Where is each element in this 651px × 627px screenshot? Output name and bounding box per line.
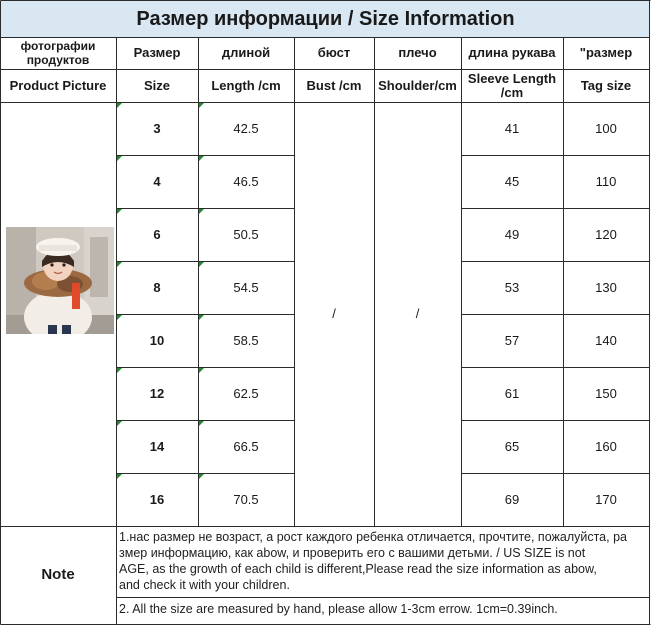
row-6-sleeve: 49 <box>504 226 520 242</box>
header-en-sleeve: Sleeve Length /cm <box>467 70 557 100</box>
cell-marker <box>199 156 204 161</box>
note-label: Note <box>41 566 75 583</box>
cell-marker <box>199 262 204 267</box>
cell-marker <box>117 209 122 214</box>
row-8-tag: 130 <box>595 279 617 295</box>
row-14-tag: 160 <box>595 438 617 454</box>
row-12-length: 62.5 <box>233 385 259 401</box>
note-1-line: AGE, as the growth of each child is different,Please read the size information as abow, <box>119 562 597 576</box>
chart-title: Размер информации / Size Information <box>1 1 650 37</box>
row-16-size: 16 <box>149 491 165 507</box>
cell-marker <box>199 103 204 108</box>
cell-marker <box>199 368 204 373</box>
row-14-size: 14 <box>149 438 165 454</box>
row-8-sleeve: 53 <box>504 279 520 295</box>
row-3-size: 3 <box>153 120 161 136</box>
row-10-sleeve: 57 <box>504 332 520 348</box>
row-10-length: 58.5 <box>233 332 259 348</box>
shoulder-merged-value: / <box>415 306 420 321</box>
header-ru-size: Размер <box>133 45 181 60</box>
cell-marker <box>199 209 204 214</box>
header-en-bust: Bust /cm <box>306 77 362 93</box>
cell-marker <box>117 103 122 108</box>
row-4-tag: 110 <box>595 173 617 189</box>
row-12-sleeve: 61 <box>504 385 520 401</box>
row-4-size: 4 <box>153 173 161 189</box>
header-ru-bust: бюст <box>317 45 351 60</box>
row-6-size: 6 <box>153 226 161 242</box>
cell-marker <box>199 421 204 426</box>
row-12-size: 12 <box>149 385 165 401</box>
header-ru-sleeve: длина рукава <box>468 45 556 60</box>
header-ru-shoulder: плечо <box>398 45 437 60</box>
cell-marker <box>117 156 122 161</box>
row-8-size: 8 <box>153 279 161 295</box>
header-ru-product-picture: фотографии продуктов <box>20 39 96 67</box>
header-en-shoulder: Shoulder/cm <box>378 77 457 93</box>
cell-marker <box>199 315 204 320</box>
cell-marker <box>199 474 204 479</box>
note-1-line: 1.нас размер не возраст, а рост каждого ребенка отличается, прочтите, пожалуйста, ра <box>119 530 627 544</box>
cell-marker <box>117 421 122 426</box>
row-12-tag: 150 <box>595 385 617 401</box>
header-en-product-picture: Product Picture <box>9 77 107 93</box>
cell-marker <box>117 315 122 320</box>
header-en-size: Size <box>143 77 170 93</box>
header-en-tag-size: Tag size <box>580 77 632 93</box>
row-4-length: 46.5 <box>233 173 259 189</box>
header-en-length: Length /cm <box>211 77 281 93</box>
row-10-tag: 140 <box>595 332 617 348</box>
row-6-tag: 120 <box>595 226 617 242</box>
cell-marker <box>117 474 122 479</box>
product-photo <box>6 227 114 334</box>
row-3-tag: 100 <box>595 120 617 136</box>
row-14-length: 66.5 <box>233 438 259 454</box>
note-2: 2. All the size are measured by hand, please allow 1-3cm errow. 1cm=0.39inch. <box>119 602 558 616</box>
cell-marker <box>117 262 122 267</box>
note-1-line: and check it with your children. <box>119 578 290 592</box>
row-16-sleeve: 69 <box>504 491 520 507</box>
row-6-length: 50.5 <box>233 226 259 242</box>
row-14-sleeve: 65 <box>504 438 520 454</box>
row-16-length: 70.5 <box>233 491 259 507</box>
row-10-size: 10 <box>149 332 165 348</box>
header-ru-tag-size: "размер <box>579 45 633 60</box>
row-8-length: 54.5 <box>233 279 259 295</box>
header-ru-length: длиной <box>221 45 271 60</box>
row-3-length: 42.5 <box>233 120 259 136</box>
row-16-tag: 170 <box>595 491 617 507</box>
row-3-sleeve: 41 <box>504 120 520 136</box>
row-4-sleeve: 45 <box>504 173 520 189</box>
note-1-line: змер информацию, как abow, и проверить его с вашими детьми. / US SIZE is not <box>119 546 586 560</box>
cell-marker <box>117 368 122 373</box>
bust-merged-value: / <box>332 306 336 321</box>
